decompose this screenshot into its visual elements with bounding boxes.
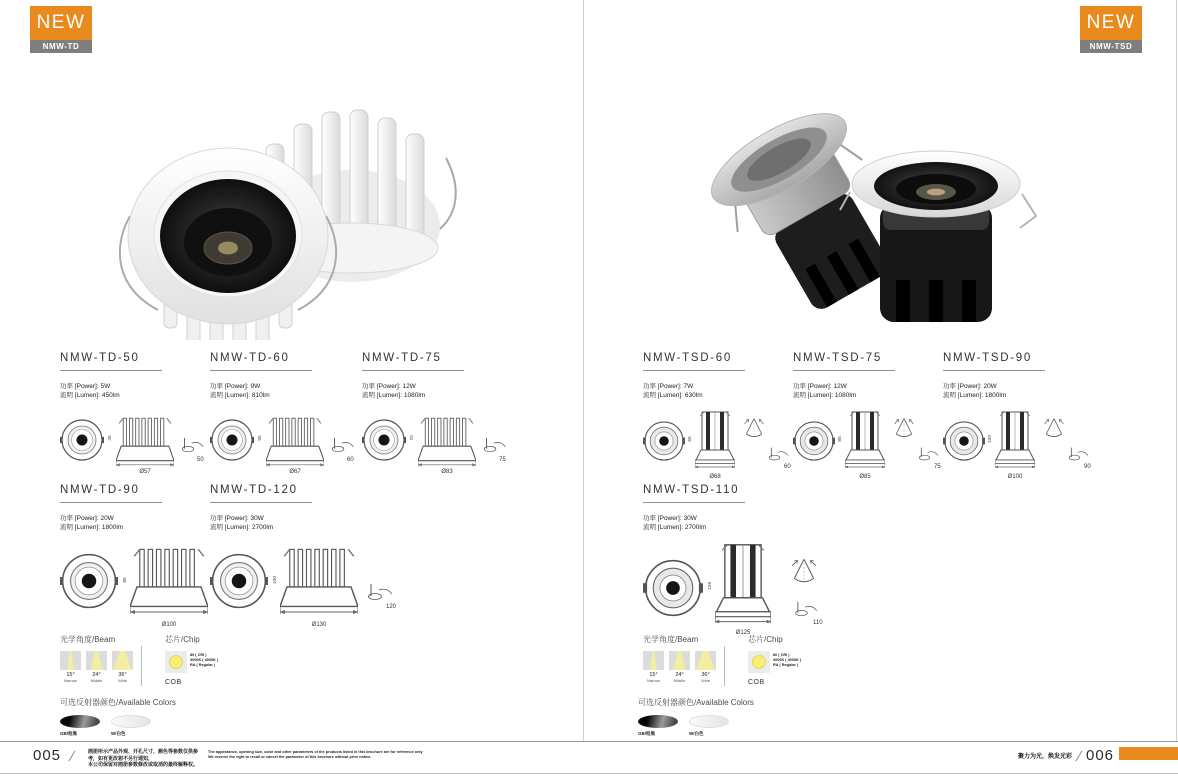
new-badge-label: NEW — [1086, 12, 1136, 33]
svg-text:70: 70 — [410, 435, 415, 441]
beam-icon-narrow — [60, 651, 81, 670]
beam-option-narrow: 15° Narrow — [643, 651, 664, 683]
footer-top-rule — [0, 741, 1178, 742]
spec-nmw-td-120 — [210, 484, 400, 630]
dimension-drawing — [793, 408, 961, 482]
lumen-spec: 流明 [Lumen]: 630lm — [643, 392, 703, 399]
beam-icon-middle — [669, 651, 690, 670]
page-number-separator: / — [67, 748, 77, 764]
svg-text:128: 128 — [708, 581, 713, 591]
model-name: NMW-TSD-110 — [643, 484, 740, 496]
svg-text:65: 65 — [688, 436, 693, 442]
center-page-divider — [583, 0, 584, 741]
lumen-spec: 流明 [Lumen]: 2700lm — [643, 524, 707, 531]
beam-section-right — [643, 634, 716, 683]
svg-text:Ø100: Ø100 — [161, 622, 177, 628]
right-page-edge — [1176, 0, 1177, 741]
svg-text:Ø68: Ø68 — [709, 474, 721, 480]
dimension-drawing — [210, 540, 400, 630]
svg-text:45: 45 — [108, 435, 113, 441]
svg-text:Ø100: Ø100 — [1007, 474, 1023, 480]
power-spec: 功率 [Power]: 12W — [362, 383, 416, 390]
new-badge-left — [30, 6, 92, 40]
power-spec: 功率 [Power]: 30W — [210, 515, 264, 522]
footer-accent-bar — [1119, 747, 1178, 760]
model-underline — [60, 502, 162, 503]
svg-text:55: 55 — [258, 435, 263, 441]
power-spec: 功率 [Power]: 12W — [793, 383, 847, 390]
power-spec: 功率 [Power]: 20W — [60, 515, 114, 522]
chip-title: 芯片/Chip — [165, 635, 200, 644]
chip-spec-lines: 80 ( CRI ) 3000K ( 4000K ) RA ( Regular ) — [190, 653, 219, 667]
chip-info — [165, 651, 218, 673]
spec-nmw-tsd-110 — [643, 484, 853, 642]
svg-text:110: 110 — [813, 620, 823, 626]
model-underline — [60, 370, 162, 371]
section-divider — [724, 646, 725, 686]
beam-option-wide: 36° Wide — [112, 651, 133, 683]
footer-disclaimer-en: The appearance, opening size, color and other parameters of the products listed in this brochure are for reference only We reserve the right to recall or cancel the parameter of this brochure without prior notice. — [208, 750, 423, 759]
svg-text:50: 50 — [197, 457, 204, 463]
model-name: NMW-TD-75 — [362, 352, 442, 364]
series-label: NMW-TSD — [1089, 42, 1133, 51]
svg-text:60: 60 — [347, 457, 354, 463]
spec-nmw-td-60 — [210, 352, 360, 474]
series-label: NMW-TD — [42, 42, 80, 51]
lumen-spec: 流明 [Lumen]: 1080lm — [793, 392, 857, 399]
model-name: NMW-TD-90 — [60, 484, 140, 496]
svg-text:120: 120 — [386, 604, 397, 610]
spec-nmw-td-75 — [362, 352, 512, 474]
swatch-gunblack — [60, 715, 100, 728]
page-number-left: 005 — [33, 747, 62, 764]
chip-type: COB — [165, 679, 182, 686]
svg-text:90: 90 — [1084, 464, 1091, 470]
color-option-white: W/白色 — [111, 715, 151, 737]
model-underline — [210, 370, 312, 371]
svg-text:Ø85: Ø85 — [859, 474, 871, 480]
chip-type: COB — [748, 679, 765, 686]
model-name: NMW-TSD-60 — [643, 352, 732, 364]
lumen-spec: 流明 [Lumen]: 1800lm — [943, 392, 1007, 399]
model-underline — [643, 370, 745, 371]
page-number-right: 006 — [1086, 747, 1115, 764]
chip-info — [748, 651, 801, 673]
footer-slogan: 聚力为光，焕发光彩 — [1017, 754, 1072, 760]
lumen-spec: 流明 [Lumen]: 1800lm — [60, 524, 124, 531]
footer-disclaimer-cn: 画册所示产品外观、开孔尺寸、颜色等参数仅供参考，如有更改恕不另行通知， 本公司保留对画册参数修改或取消的最终解释权。 — [88, 749, 199, 768]
lumen-spec: 流明 [Lumen]: 450lm — [60, 392, 120, 399]
series-bar-right — [1080, 40, 1142, 53]
footer-bottom-rule — [0, 773, 1178, 774]
model-name: NMW-TSD-90 — [943, 352, 1032, 364]
lumen-spec: 流明 [Lumen]: 1080lm — [362, 392, 426, 399]
series-bar-left — [30, 40, 92, 53]
svg-text:Ø57: Ø57 — [139, 469, 151, 474]
power-spec: 功率 [Power]: 30W — [643, 515, 697, 522]
beam-icon-middle — [86, 651, 107, 670]
svg-text:Ø67: Ø67 — [289, 469, 301, 474]
section-divider — [141, 646, 142, 686]
model-underline — [362, 370, 464, 371]
product-photo-nmw-tsd — [688, 66, 1058, 340]
colors-title: 可选反射器颜色/Available Colors — [638, 698, 754, 707]
power-spec: 功率 [Power]: 5W — [60, 383, 111, 390]
model-underline — [643, 502, 745, 503]
beam-section-left — [60, 634, 133, 683]
model-underline — [943, 370, 1045, 371]
beam-title: 光学角度/Beam — [60, 635, 116, 644]
dimension-drawing — [210, 408, 360, 474]
beam-options — [643, 651, 716, 683]
color-option-gunblack: GB/枪黑 — [638, 715, 678, 737]
svg-text:75: 75 — [934, 464, 941, 470]
dimension-drawing — [943, 408, 1111, 482]
model-name: NMW-TD-60 — [210, 352, 290, 364]
spec-nmw-tsd-90 — [943, 352, 1111, 482]
beam-option-middle: 24° Middle — [86, 651, 107, 683]
spec-nmw-tsd-60 — [643, 352, 811, 482]
spec-nmw-tsd-75 — [793, 352, 961, 482]
color-option-white: W/白色 — [689, 715, 729, 737]
beam-option-middle: 24° Middle — [669, 651, 690, 683]
swatch-white — [111, 715, 151, 728]
svg-text:Ø130: Ø130 — [311, 622, 327, 628]
model-name: NMW-TD-50 — [60, 352, 140, 364]
dimension-drawing — [60, 408, 210, 474]
model-underline — [793, 370, 895, 371]
color-options — [638, 715, 754, 737]
color-options — [60, 715, 176, 737]
dimension-drawing — [362, 408, 512, 474]
beam-options — [60, 651, 133, 683]
spec-nmw-td-50 — [60, 352, 210, 474]
lumen-spec: 流明 [Lumen]: 810lm — [210, 392, 270, 399]
colors-section-left — [60, 697, 176, 737]
svg-text:85: 85 — [838, 436, 843, 442]
product-photo-nmw-td — [100, 66, 470, 340]
dimension-drawing — [643, 540, 853, 642]
chip-title: 芯片/Chip — [748, 635, 783, 644]
page-number-separator: / — [1074, 748, 1084, 764]
beam-title: 光学角度/Beam — [643, 635, 699, 644]
dimension-drawing — [643, 408, 811, 482]
cob-chip-icon — [165, 651, 187, 673]
beam-icon-wide — [112, 651, 133, 670]
svg-text:60: 60 — [784, 464, 791, 470]
beam-option-wide: 36° Wide — [695, 651, 716, 683]
model-underline — [210, 502, 312, 503]
power-spec: 功率 [Power]: 7W — [643, 383, 694, 390]
new-badge-label: NEW — [36, 12, 86, 33]
cob-chip-icon — [748, 651, 770, 673]
swatch-gunblack — [638, 715, 678, 728]
lumen-spec: 流明 [Lumen]: 2700lm — [210, 524, 274, 531]
svg-text:100: 100 — [988, 434, 993, 444]
beam-icon-narrow — [643, 651, 664, 670]
chip-spec-lines: 80 ( CRI ) 3000K ( 4000K ) RA ( Regular ) — [773, 653, 802, 667]
beam-icon-wide — [695, 651, 716, 670]
new-badge-right — [1080, 6, 1142, 40]
chip-section-right — [748, 634, 801, 686]
svg-text:Ø83: Ø83 — [441, 469, 453, 474]
svg-text:100: 100 — [273, 575, 278, 585]
svg-text:75: 75 — [499, 457, 506, 463]
colors-title: 可选反射器颜色/Available Colors — [60, 698, 176, 707]
swatch-white — [689, 715, 729, 728]
colors-section-right — [638, 697, 754, 737]
power-spec: 功率 [Power]: 20W — [943, 383, 997, 390]
beam-option-narrow: 15° Narrow — [60, 651, 81, 683]
color-option-gunblack: GB/枪黑 — [60, 715, 100, 737]
power-spec: 功率 [Power]: 9W — [210, 383, 261, 390]
model-name: NMW-TSD-75 — [793, 352, 882, 364]
svg-text:85: 85 — [123, 577, 128, 583]
model-name: NMW-TD-120 — [210, 484, 298, 496]
svg-text:Ø125: Ø125 — [735, 630, 751, 636]
chip-section-left — [165, 634, 218, 686]
